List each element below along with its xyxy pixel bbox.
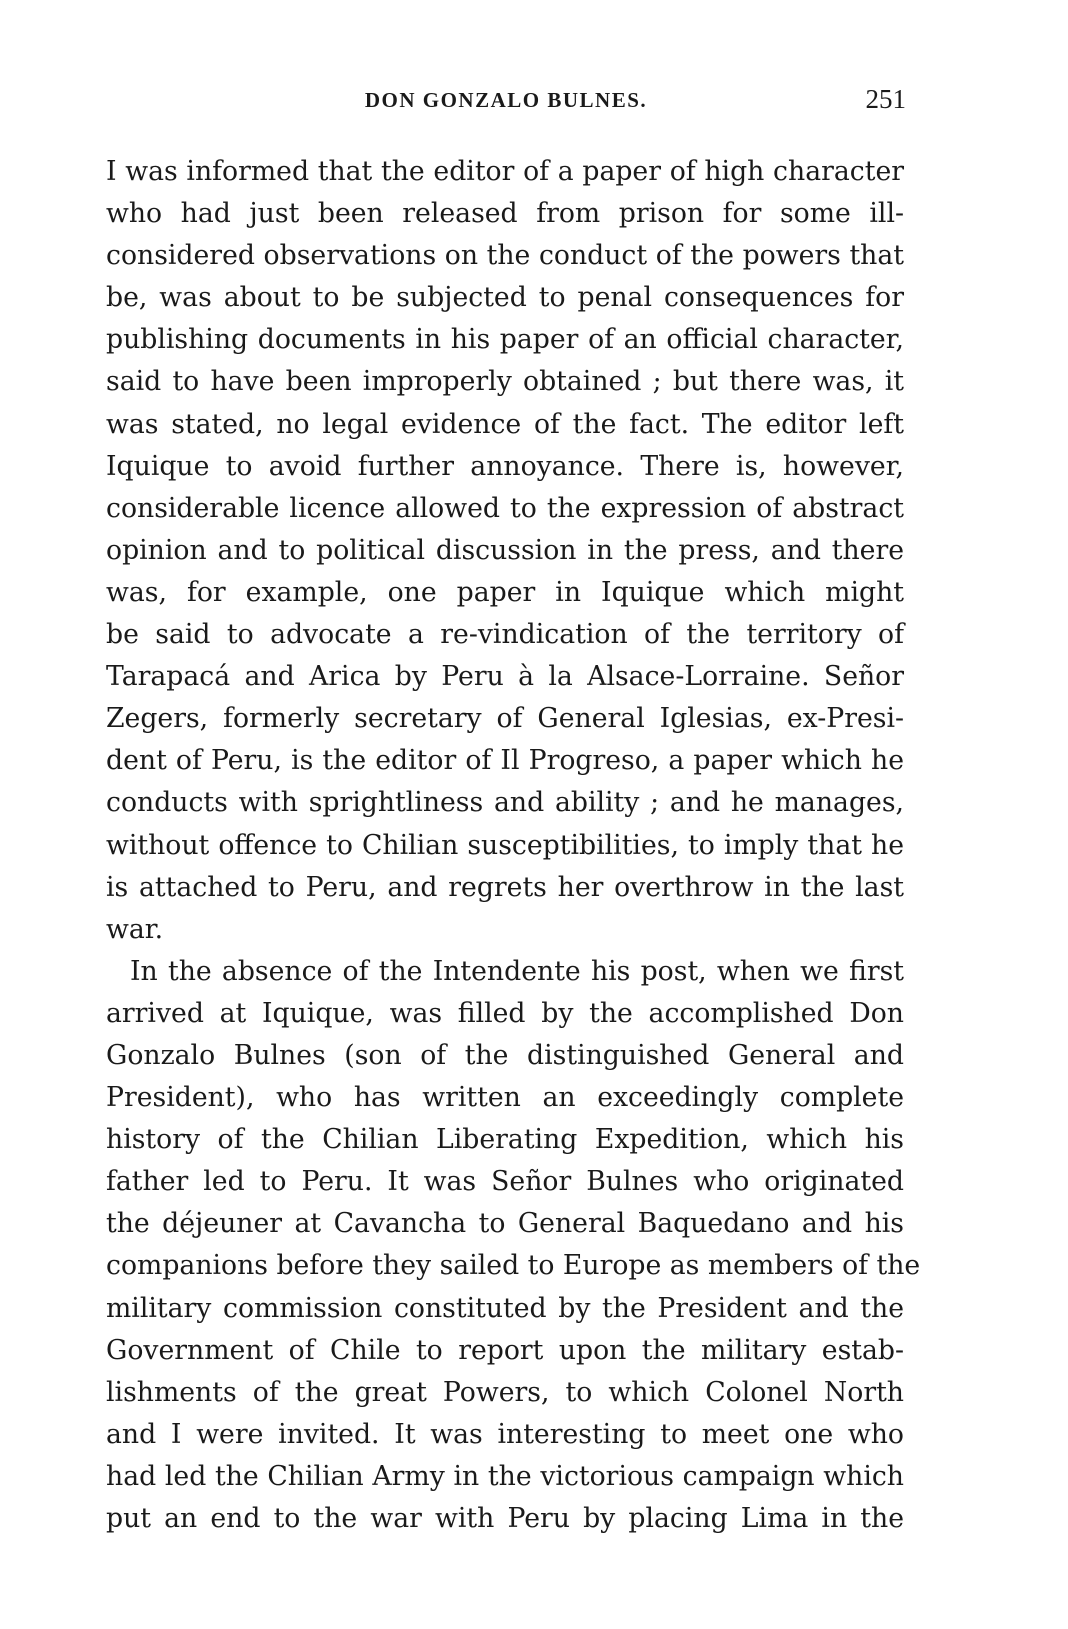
text-line: war. bbox=[106, 913, 164, 945]
text-line: father led to Peru. It was Señor Bulnes who originated bbox=[106, 1166, 904, 1198]
text-line: be said to advocate a re-vindication of the territory of bbox=[106, 619, 904, 651]
text-line: Gonzalo Bulnes (son of the distinguished General and bbox=[106, 1039, 904, 1071]
body-text bbox=[106, 151, 921, 1540]
text-line: lishments of the great Powers, to which Colonel North bbox=[106, 1376, 904, 1408]
text-line: arrived at Iquique, was filled by the accomplished Don bbox=[106, 997, 904, 1029]
text-line: Tarapacá and Arica by Peru à la Alsace-Lorraine. Señor bbox=[106, 661, 904, 693]
text-line: dent of Peru, is the editor of Il Progreso, a paper which he bbox=[106, 745, 904, 777]
text-line: said to have been improperly obtained ; but there was, it bbox=[106, 366, 904, 398]
paragraph-1 bbox=[106, 151, 904, 951]
text-line: opinion and to political discussion in the press, and there bbox=[106, 534, 904, 566]
text-line: considerable licence allowed to the expression of abstract bbox=[106, 492, 904, 524]
running-title: DON GONZALO BULNES. bbox=[364, 88, 648, 112]
text-line: without offence to Chilian susceptibilities, to imply that he bbox=[106, 829, 904, 861]
text-line: I was informed that the editor of a paper of high character bbox=[106, 156, 904, 187]
text-line: companions before they sailed to Europe as members of the bbox=[106, 1250, 921, 1282]
text-line: Iquique to avoid further annoyance. There is, however, bbox=[106, 450, 904, 482]
text-line: had led the Chilian Army in the victorious campaign which bbox=[106, 1460, 904, 1492]
text-line: Zegers, formerly secretary of General Iglesias, ex-Presi- bbox=[106, 703, 904, 735]
text-line: considered observations on the conduct of the powers that bbox=[106, 240, 904, 272]
text-line: history of the Chilian Liberating Expedition, which his bbox=[106, 1124, 904, 1156]
text-line: publishing documents in his paper of an official character, bbox=[106, 324, 904, 356]
text-line: the déjeuner at Cavancha to General Baquedano and his bbox=[106, 1208, 904, 1240]
text-line: military commission constituted by the President and the bbox=[106, 1292, 904, 1324]
text-line: was stated, no legal evidence of the fact. The editor left bbox=[106, 408, 904, 440]
text-line: was, for example, one paper in Iquique which might bbox=[106, 576, 904, 608]
text-line: put an end to the war with Peru by placing Lima in the bbox=[106, 1503, 904, 1534]
text-line: In the absence of the Intendente his post, when we first bbox=[130, 955, 904, 987]
text-line: who had just been released from prison for some ill- bbox=[106, 198, 904, 230]
text-line: is attached to Peru, and regrets her overthrow in the last bbox=[106, 871, 904, 903]
text-line: be, was about to be subjected to penal consequences for bbox=[106, 282, 904, 314]
text-line: and I were invited. It was interesting to meet one who bbox=[106, 1418, 904, 1450]
page-number: 251 bbox=[865, 84, 906, 114]
text-line: Government of Chile to report upon the military estab- bbox=[106, 1334, 904, 1366]
text-line: conducts with sprightliness and ability ; and he manages, bbox=[106, 787, 904, 819]
paragraph-2 bbox=[106, 951, 921, 1540]
text-line: President), who has written an exceedingly complete bbox=[106, 1082, 904, 1114]
page-header bbox=[106, 84, 906, 128]
